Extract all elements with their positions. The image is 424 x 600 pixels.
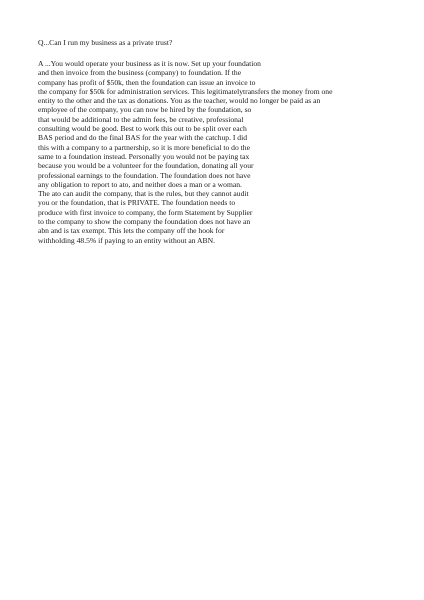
answer-line: this with a company to a partnership, so it is more beneficial to do the (38, 142, 250, 152)
answer-line: the company for $50k for administration services. This legitimatelytransfers the money from one (38, 86, 333, 96)
answer-line: same to a foundation instead. Personally you would not be paying tax (38, 151, 250, 161)
question-text: Q...Can I run my business as a private trust? (38, 38, 173, 47)
answer-line: to the company to show the company the foundation does not have an (38, 217, 251, 227)
answer-line: withholding 48.5% if paying to an entity without an ABN. (38, 235, 215, 245)
answer-line: A ...You would operate your business as it is now. Set up your foundation (38, 59, 261, 68)
answer-line: entity to the other and the tax as donations. You as the teacher, would no longer be paid as an (38, 96, 321, 106)
answer-line: any obligation to report to ato, and neither does a man or a woman. (38, 179, 242, 189)
answer-line: produce with first invoice to company, the form Statement by Supplier (38, 207, 253, 217)
answer-line: BAS period and do the final BAS for the year with the catchup. I did (38, 133, 247, 143)
answer-line: consulting would be good. Best to work this out to be split over each (38, 124, 247, 134)
answer-paragraph (38, 59, 332, 245)
answer-line: that would be additional to the admin fees, be creative, professional (38, 114, 244, 124)
answer-line: employee of the company, you can now be hired by the foundation, so (38, 105, 252, 115)
answer-line: because you would be a volunteer for the foundation, donating all your (38, 161, 254, 171)
answer-line: you or the foundation, that is PRIVATE. The foundation needs to (38, 198, 236, 208)
answer-line: and then invoice from the business (company) to foundation. If the (38, 68, 242, 78)
answer-line: abn and is tax exempt. This lets the company off the hook for (38, 226, 225, 236)
answer-line: professional earnings to the foundation. The foundation does not have (38, 170, 251, 180)
answer-line: company has profit of $50k, then the foundation can issue an invoice to (38, 77, 256, 87)
answer-line: The ato can audit the company, that is the rules, but they cannot audit (38, 189, 249, 199)
